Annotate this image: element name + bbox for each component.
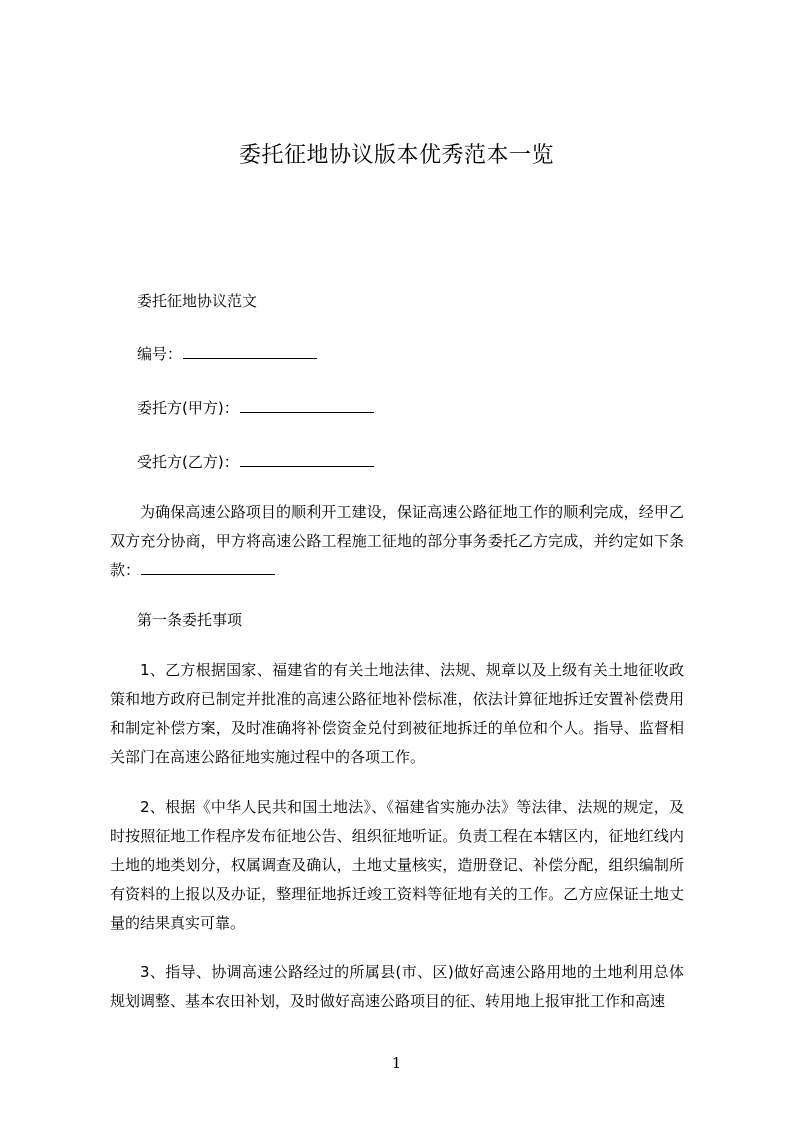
number-field bbox=[137, 343, 317, 365]
agent-field bbox=[137, 451, 374, 473]
agent-blank bbox=[240, 452, 374, 467]
page-number: 1 bbox=[391, 1054, 402, 1072]
principal-label: 委托方(甲方)： bbox=[137, 399, 239, 417]
item-3-paragraph: 3、指导、协调高速公路经过的所属县(市、区)做好高速公路用地的土地利用总体规划调整、基本农田补划，及时做好高速公路项目的征、转用地上报审批工作和高速 bbox=[110, 963, 684, 1010]
section-one-heading: 第一条委托事项 bbox=[137, 611, 243, 629]
document-subtitle: 委托征地协议范文 bbox=[137, 292, 258, 310]
intro-paragraph bbox=[110, 498, 684, 585]
number-label: 编号： bbox=[137, 345, 183, 363]
item-1-paragraph: 1、乙方根据国家、福建省的有关土地法律、法规、规章以及上级有关土地征收政策和地方政府已制定并批准的高速公路征地补偿标准，依法计算征地拆迁安置补偿费用和制定补偿方案，及时准确将补偿资金兑付到被征地拆迁的单位和个人。指导、监督相关部门在高速公路征地实施过程中的各项工作。 bbox=[110, 661, 684, 766]
intro-blank bbox=[141, 560, 275, 575]
agent-label: 受托方(乙方)： bbox=[137, 453, 239, 471]
intro-text: 为确保高速公路项目的顺利开工建设，保证高速公路征地工作的顺利完成，经甲乙双方充分协商，甲方将高速公路工程施工征地的部分事务委托乙方完成，并约定如下条款： bbox=[110, 503, 684, 579]
page-title: 委托征地协议版本优秀范本一览 bbox=[238, 143, 554, 168]
principal-blank bbox=[240, 398, 374, 413]
item-2-paragraph: 2、根据《中华人民共和国土地法》、《福建省实施办法》等法律、法规的规定，及时按照征地工作程序发布征地公告、组织征地听证。负责工程在本辖区内，征地红线内土地的地类划分，权属调查及确认，土地丈量核实，造册登记、补偿分配，组织编制所有资料的上报以及办证，整理征地拆迁竣工资料等征地有关的工作。乙方应保证土地丈量的结果真实可靠。 bbox=[110, 798, 684, 932]
principal-field bbox=[137, 397, 374, 419]
number-blank bbox=[183, 344, 317, 359]
